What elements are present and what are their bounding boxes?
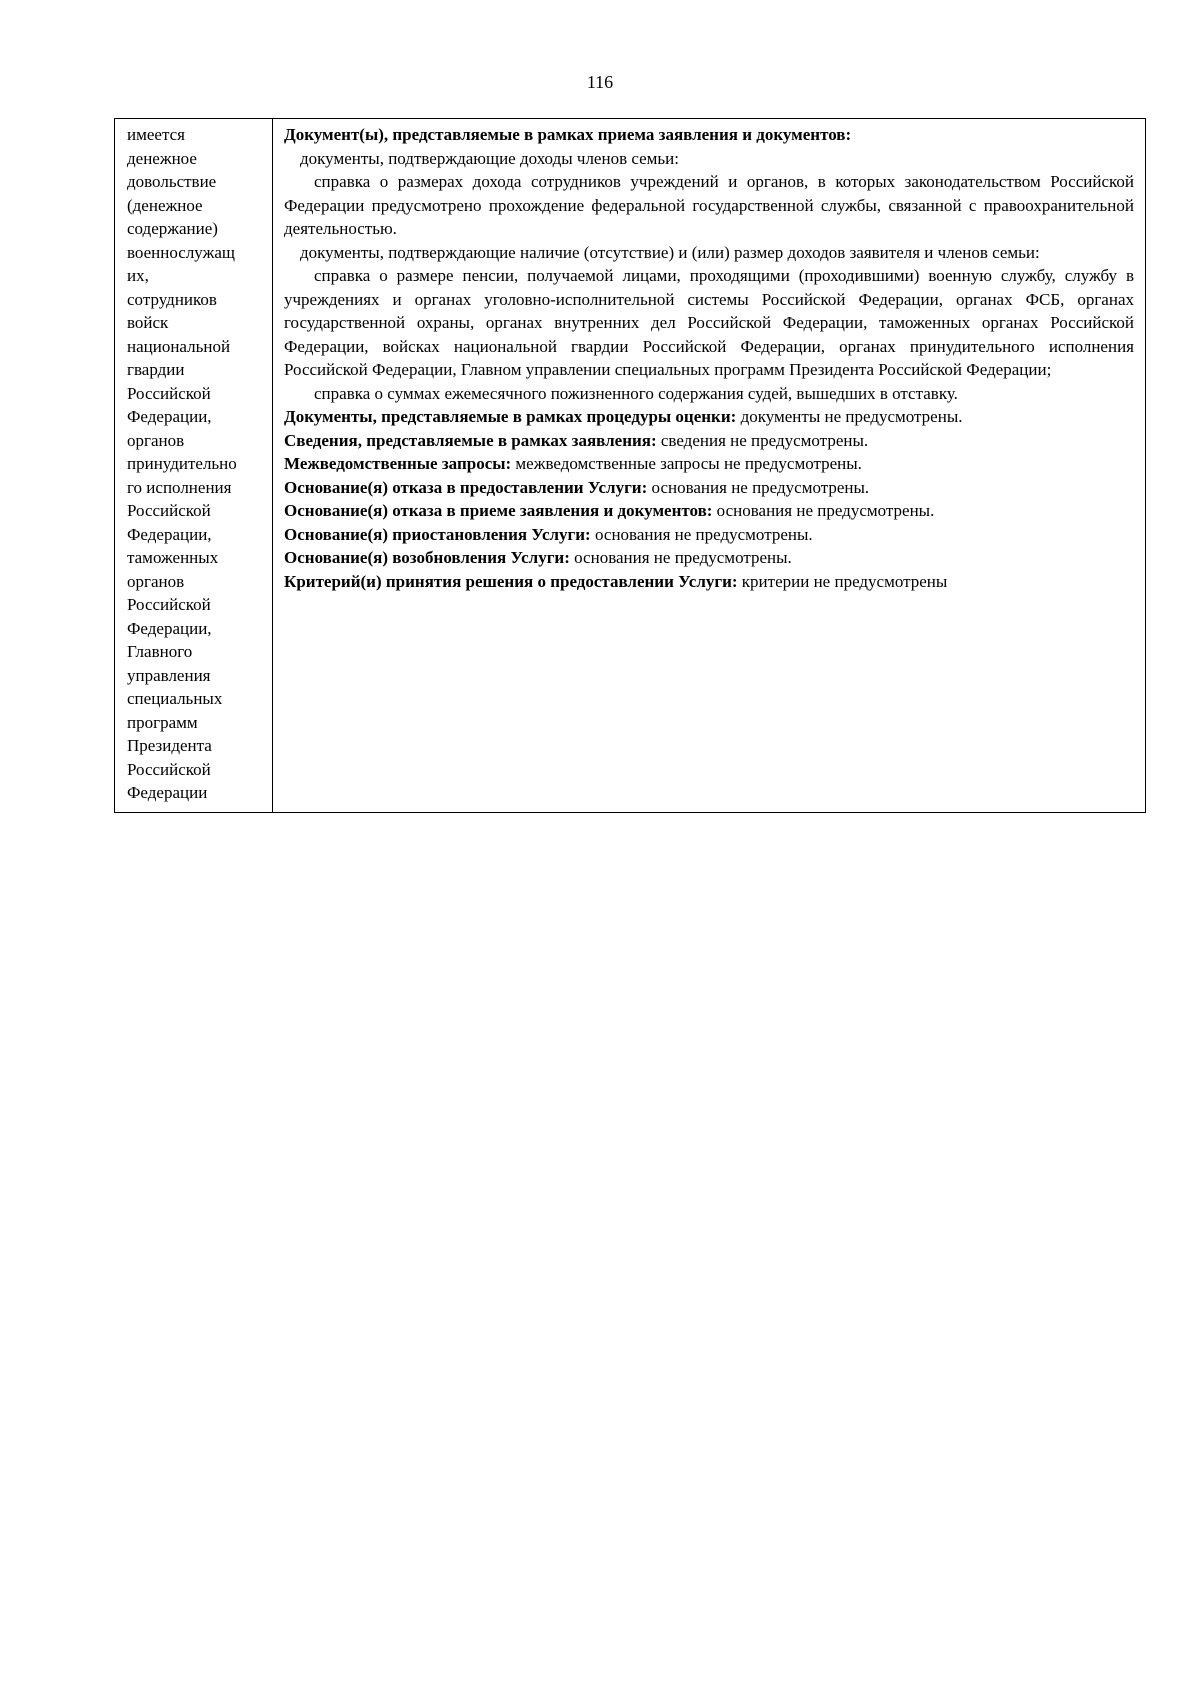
field-refusal-grounds [284, 476, 1134, 500]
income-certificate: справка о размерах дохода сотрудников учреждений и органов, в которых законодательством Российской Федерации предусмотрено прохождение федеральной государственной службы, связанной с правоохранительной деятельностью. [284, 172, 1134, 238]
category-line: Федерации, [127, 524, 212, 544]
family-income-docs: документы, подтверждающие доходы членов семьи: [300, 148, 679, 168]
field-label: Межведомственные запросы: [284, 454, 512, 473]
field-value: межведомственные запросы не предусмотрены. [511, 454, 862, 473]
field-label: Основание(я) приостановления Услуги: [284, 524, 591, 544]
income-presence-docs: документы, подтверждающие наличие (отсутствие) и (или) размер доходов заявителя и членов семьи: [300, 242, 1040, 262]
category-line: войск [127, 313, 169, 332]
documents-heading [284, 123, 1134, 147]
category-line: органов [127, 430, 185, 450]
category-line: денежное [127, 148, 197, 168]
field-label: Основание(я) отказа в предоставлении Услуги: [284, 477, 648, 497]
category-line: го исполнения [127, 477, 232, 497]
category-line: Российской [127, 595, 211, 614]
category-line: специальных [127, 689, 223, 708]
field-rejection-grounds [284, 499, 1134, 523]
field-label: Документы, представляемые в рамках процедуры оценки: [284, 407, 737, 426]
page-number: 116 [586, 72, 614, 92]
category-line: имеется [127, 125, 185, 144]
field-label: Основание(я) отказа в приеме заявления и документов: [284, 501, 713, 520]
recipient-category-cell [115, 119, 273, 812]
field-assessment-documents [284, 405, 1134, 429]
field-value: сведения не предусмотрены. [656, 430, 869, 450]
category-line: Федерации [127, 783, 208, 802]
category-line: органов [127, 571, 185, 591]
field-label: Критерий(и) принятия решения о предоставлении Услуги: [284, 571, 738, 591]
field-value: основания не предусмотрены. [590, 524, 813, 544]
field-label: Основание(я) возобновления Услуги: [284, 548, 570, 567]
field-resumption-grounds [284, 546, 1134, 570]
document-table [114, 118, 1146, 813]
category-line: (денежное [127, 195, 203, 215]
field-value: основания не предусмотрены. [712, 501, 935, 520]
category-line: Российской [127, 759, 211, 779]
field-value: основания не предусмотрены. [569, 548, 792, 567]
category-line: принудительно [127, 454, 237, 473]
category-line: Российской [127, 501, 211, 520]
category-line: Президента [127, 736, 212, 755]
field-value: документы не предусмотрены. [736, 407, 963, 426]
judges-certificate: справка о суммах ежемесячного пожизненного содержания судей, вышедших в отставку. [314, 383, 958, 403]
category-line: сотрудников [127, 289, 217, 309]
category-line: Российской [127, 383, 211, 403]
field-interagency-requests [284, 452, 1134, 476]
pension-certificate: справка о размере пенсии, получаемой лицами, проходящими (проходившими) военную службу, службу в учреждениях и органах уголовно-исполнительной системы Российской Федерации, органах ФСБ, органах государственной охраны, органах внутренних дел Российской Федерации, таможенных органах Российской Федерации, войсках национальной гвардии Российской Федерации, органах принудительного исполнения Российской Федерации, Главном управлении специальных программ Президента Российской Федерации; [284, 266, 1134, 379]
category-line: Федерации, [127, 407, 212, 426]
documents-heading-text: Документ(ы), представляемые в рамках приема заявления и документов: [284, 125, 852, 144]
category-line: управления [127, 665, 211, 685]
category-line: программ [127, 712, 198, 732]
service-details-cell [273, 119, 1145, 812]
field-value: основания не предусмотрены. [647, 477, 870, 497]
category-line: национальной [127, 336, 231, 356]
category-line: их, [127, 266, 149, 285]
category-line: довольствие [127, 172, 217, 191]
category-line: гвардии [127, 360, 185, 379]
category-line: военнослужащ [127, 242, 235, 262]
field-label: Сведения, представляемые в рамках заявления: [284, 430, 657, 450]
field-application-info [284, 429, 1134, 453]
category-line: Главного [127, 642, 193, 661]
field-decision-criteria [284, 570, 1134, 594]
category-line: таможенных [127, 548, 219, 567]
field-value: критерии не предусмотрены [737, 571, 948, 591]
category-line: Федерации, [127, 618, 212, 638]
category-line: содержание) [127, 219, 218, 238]
field-suspension-grounds [284, 523, 1134, 547]
